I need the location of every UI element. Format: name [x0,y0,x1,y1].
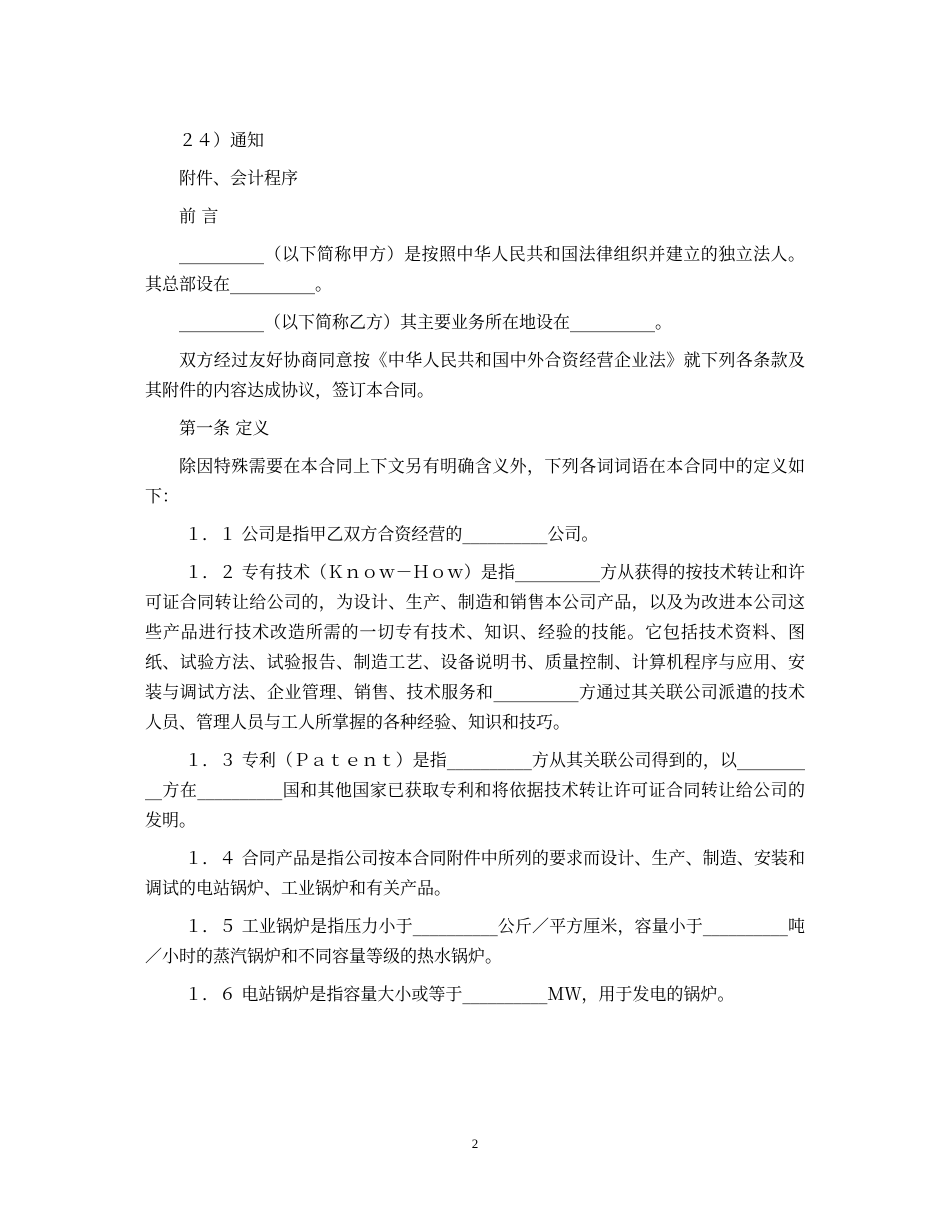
appendix-accounting: 附件、会计程序 [179,169,298,189]
definition-1-3: １．３ 专利（Ｐａｔｅｎｔ）是指__________方从其关联公司得到的，以__________方在__________国和其他国家已获取专利和将依据技术转让许可证合同转让给公司的发明。 [145,751,805,831]
definition-1-6: １．６ 电站锅炉是指容量大小或等于__________ＭＷ，用于发电的锅炉。 [185,985,735,1005]
item-notice: ２４）通知 [179,131,264,151]
definition-1-1: １．１ 公司是指甲乙双方合资经营的__________公司。 [185,525,599,545]
document-body [145,126,805,1018]
agreement-paragraph: 双方经过友好协商同意按《中华人民共和国中外合资经营企业法》就下列各条款及其附件的内容达成协议，签订本合同。 [145,351,805,401]
article-one-heading: 第一条 定义 [179,419,270,439]
preface-heading: 前 言 [179,207,219,227]
party-a-paragraph: __________（以下简称甲方）是按照中华人民共和国法律组织并建立的独立法人。其总部设在__________。 [145,245,805,295]
definition-1-5: １．５ 工业锅炉是指压力小于__________公斤／平方厘米，容量小于__________吨／小时的蒸汽锅炉和不同容量等级的热水锅炉。 [145,917,805,967]
definition-1-4: １．４ 合同产品是指公司按本合同附件中所列的要求而设计、生产、制造、安装和调试的电站锅炉、工业锅炉和有关产品。 [145,849,805,899]
party-b-paragraph: __________（以下简称乙方）其主要业务所在地设在__________。 [179,313,672,333]
definitions-intro: 除因特殊需要在本合同上下文另有明确含义外，下列各词词语在本合同中的定义如下： [145,457,805,507]
definition-1-2: １．２ 专有技术（Ｋｎｏｗ－Ｈｏｗ）是指__________方从获得的按技术转让和许可证合同转让给公司的，为设计、生产、制造和销售本公司产品，以及为改进本公司这些产品进行技术改造所需的一切专有技术、知识、经验的技能。它包括技术资料、图纸、试验方法、试验报告、制造工艺、设备说明书、质量控制、计算机程序与应用、安装与调试方法、企业管理、销售、技术服务和__________方通过其关联公司派遣的技术人员、管理人员与工人所掌握的各种经验、知识和技巧。 [145,563,805,733]
page-number: 2 [471,1136,479,1151]
